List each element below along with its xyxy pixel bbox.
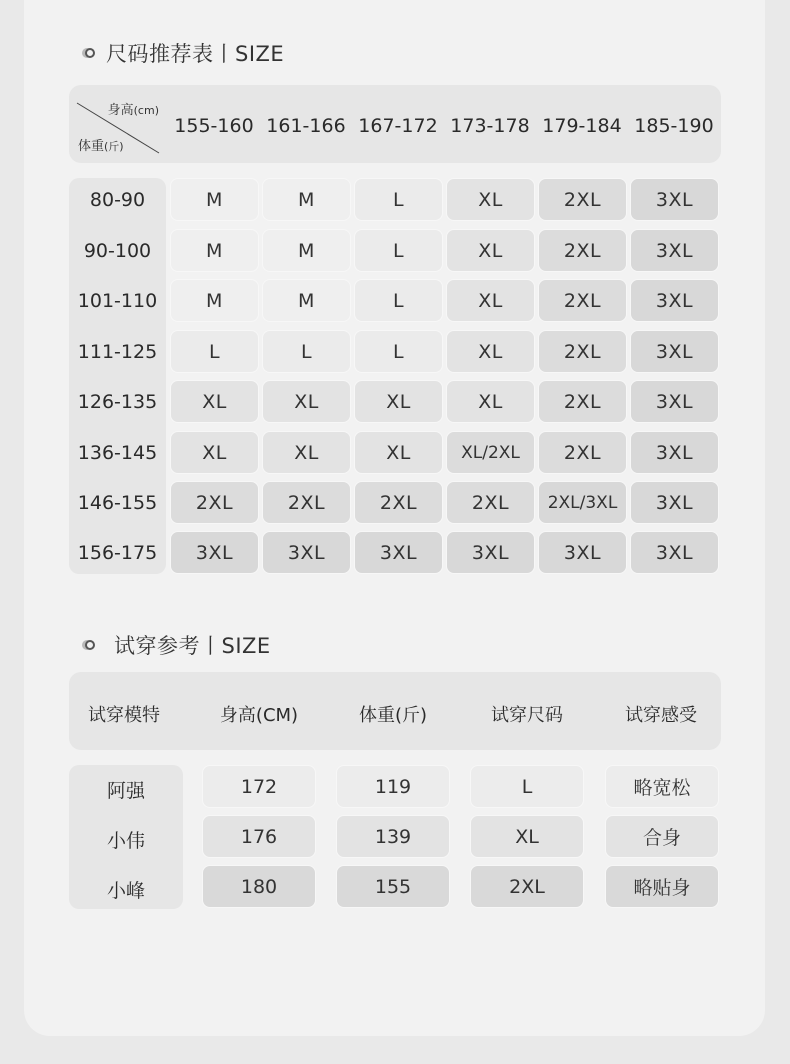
size-cell: XL <box>262 431 351 474</box>
height-range-label: 179-184 <box>542 115 622 137</box>
size-cell: 3XL <box>630 178 719 221</box>
size-cell: 3XL <box>262 531 351 574</box>
size-cell: 2XL/3XL <box>538 481 627 524</box>
try-section-title <box>82 630 271 660</box>
size-cell: M <box>262 279 351 322</box>
try-header-label: 试穿模特 <box>88 705 160 726</box>
size-cell: M <box>170 178 259 221</box>
size-cell: 3XL <box>630 531 719 574</box>
try-header-label: 体重(斤) <box>358 705 428 726</box>
weight-range-label: 111-125 <box>77 341 158 363</box>
weight-range-label: 90-100 <box>83 240 152 262</box>
size-cell: XL <box>446 279 535 322</box>
weight-range-label: 80-90 <box>89 189 146 211</box>
size-cell: L <box>354 279 443 322</box>
weight-range-label: 136-145 <box>77 442 158 464</box>
try-cell-feel: 略贴身 <box>605 865 719 908</box>
size-cell: 2XL <box>262 481 351 524</box>
size-cell: 3XL <box>446 531 535 574</box>
size-cell: XL <box>262 380 351 423</box>
size-cell: XL <box>446 330 535 373</box>
size-cell: XL/2XL <box>446 431 535 474</box>
try-cell-height: 176 <box>202 815 316 858</box>
size-cell: 3XL <box>170 531 259 574</box>
size-cell: 2XL <box>354 481 443 524</box>
try-cell-height: 180 <box>202 865 316 908</box>
size-cell: 2XL <box>446 481 535 524</box>
size-cell: XL <box>354 431 443 474</box>
size-section-title-text: 尺码推荐表丨SIZE <box>106 42 285 66</box>
size-cell: 3XL <box>630 229 719 272</box>
size-cell: XL <box>170 431 259 474</box>
size-cell: L <box>262 330 351 373</box>
table-corner-cell <box>75 95 161 155</box>
try-cell-size: XL <box>470 815 584 858</box>
size-cell: L <box>354 330 443 373</box>
model-name: 阿强 <box>106 780 145 802</box>
size-cell: 3XL <box>630 481 719 524</box>
size-cell: 2XL <box>538 330 627 373</box>
weight-range-label: 146-155 <box>77 492 158 514</box>
size-cell: 3XL <box>538 531 627 574</box>
bullet-icon <box>82 638 96 652</box>
size-cell: L <box>354 178 443 221</box>
size-cell: 3XL <box>630 279 719 322</box>
try-cell-height: 172 <box>202 765 316 808</box>
weight-range-label: 126-135 <box>77 391 158 413</box>
size-cell: M <box>170 229 259 272</box>
model-name: 小峰 <box>106 880 145 902</box>
size-cell: L <box>354 229 443 272</box>
corner-height-label: 身高(cm) <box>107 103 159 118</box>
bullet-icon <box>82 46 96 60</box>
try-section-title-text: 试穿参考丨SIZE <box>114 634 271 658</box>
size-cell: XL <box>354 380 443 423</box>
size-cell: M <box>262 178 351 221</box>
corner-weight-label: 体重(斤) <box>78 139 124 154</box>
size-cell: M <box>170 279 259 322</box>
size-table-header <box>69 85 721 163</box>
try-cell-size: L <box>470 765 584 808</box>
weight-range-label: 101-110 <box>77 290 158 312</box>
try-header-label: 身高(CM) <box>219 705 299 726</box>
try-table-header <box>69 672 721 750</box>
model-column <box>69 765 183 909</box>
height-range-label: 161-166 <box>266 115 346 137</box>
try-cell-weight: 119 <box>336 765 450 808</box>
size-cell: XL <box>446 229 535 272</box>
size-cell: 2XL <box>538 279 627 322</box>
weight-column <box>69 178 166 574</box>
size-cell: 2XL <box>538 229 627 272</box>
size-cell: XL <box>170 380 259 423</box>
height-range-label: 167-172 <box>358 115 438 137</box>
try-cell-feel: 合身 <box>605 815 719 858</box>
try-cell-weight: 139 <box>336 815 450 858</box>
size-cell: 3XL <box>630 431 719 474</box>
try-cell-size: 2XL <box>470 865 584 908</box>
size-cell: M <box>262 229 351 272</box>
size-cell: L <box>170 330 259 373</box>
size-cell: 3XL <box>630 330 719 373</box>
size-cell: 2XL <box>538 431 627 474</box>
model-name: 小伟 <box>106 830 145 852</box>
weight-range-label: 156-175 <box>77 542 158 564</box>
size-cell: XL <box>446 380 535 423</box>
size-section-title <box>82 38 284 68</box>
height-range-label: 185-190 <box>634 115 714 137</box>
try-cell-weight: 155 <box>336 865 450 908</box>
size-cell: XL <box>446 178 535 221</box>
size-cell: 2XL <box>538 178 627 221</box>
height-range-label: 155-160 <box>174 115 254 137</box>
try-header-label: 试穿尺码 <box>491 705 563 726</box>
size-cell: 3XL <box>354 531 443 574</box>
try-cell-feel: 略宽松 <box>605 765 719 808</box>
size-cell: 2XL <box>170 481 259 524</box>
size-cell: 2XL <box>538 380 627 423</box>
try-header-label: 试穿感受 <box>625 705 697 726</box>
size-cell: 3XL <box>630 380 719 423</box>
height-range-label: 173-178 <box>450 115 530 137</box>
